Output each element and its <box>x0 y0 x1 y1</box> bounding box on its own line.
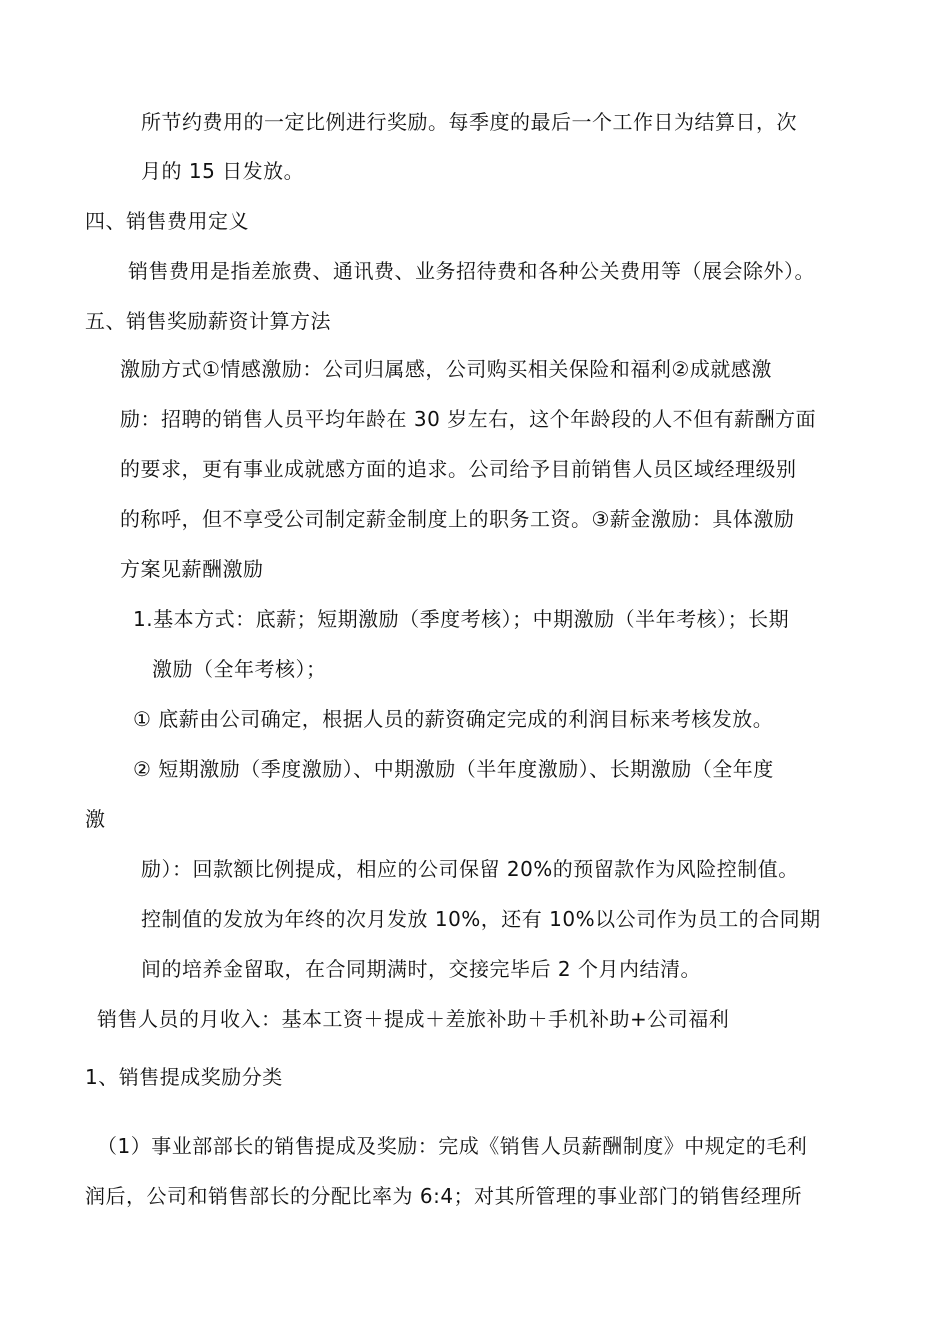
paragraph-line: 销售费用是指差旅费、通讯费、业务招待费和各种公关费用等（展会除外）。 <box>128 259 815 283</box>
paragraph-line: 励：招聘的销售人员平均年龄在 30 岁左右，这个年龄段的人不但有薪酬方面 <box>120 407 817 431</box>
paragraph-line: 所节约费用的一定比例进行奖励。每季度的最后一个工作日为结算日，次 <box>141 110 797 134</box>
list-item: 1.基本方式：底薪；短期激励（季度考核）；中期激励（半年考核）；长期 <box>133 607 790 631</box>
paragraph-line: 励）：回款额比例提成，相应的公司保留 20%的预留款作为风险控制值。 <box>141 857 799 881</box>
paragraph-line: 销售人员的月收入：基本工资＋提成＋差旅补助＋手机补助+公司福利 <box>97 1007 730 1031</box>
list-item-continuation: 激 <box>85 807 106 831</box>
list-item: ① 底薪由公司确定，根据人员的薪资确定完成的利润目标来考核发放。 <box>133 707 774 731</box>
paragraph-line: 激励方式①情感激励：公司归属感，公司购买相关保险和福利②成就感激 <box>120 357 772 381</box>
paragraph-line: 间的培养金留取，在合同期满时，交接完毕后 2 个月内结清。 <box>141 957 701 981</box>
section-heading: 四、销售费用定义 <box>85 209 249 233</box>
paragraph-line: 的称呼，但不享受公司制定薪金制度上的职务工资。③薪金激励：具体激励 <box>120 507 795 531</box>
paragraph-line: 的要求，更有事业成就感方面的追求。公司给予目前销售人员区域经理级别 <box>120 457 797 481</box>
paragraph-line: 月的 15 日发放。 <box>141 159 305 183</box>
list-item: ② 短期激励（季度激励）、中期激励（半年度激励）、长期激励（全年度 <box>133 757 774 781</box>
paragraph-line: （1）事业部部长的销售提成及奖励：完成《销售人员薪酬制度》中规定的毛利 <box>97 1134 808 1158</box>
paragraph-line: 方案见薪酬激励 <box>120 557 264 581</box>
paragraph-line: 控制值的发放为年终的次月发放 10%，还有 10%以公司作为员工的合同期 <box>141 907 821 931</box>
section-heading: 五、销售奖励薪资计算方法 <box>85 309 331 333</box>
paragraph-line: 润后，公司和销售部长的分配比率为 6:4；对其所管理的事业部门的销售经理所 <box>85 1184 803 1208</box>
list-item-continuation: 激励（全年考核）； <box>152 657 327 681</box>
section-heading: 1、销售提成奖励分类 <box>85 1065 283 1089</box>
